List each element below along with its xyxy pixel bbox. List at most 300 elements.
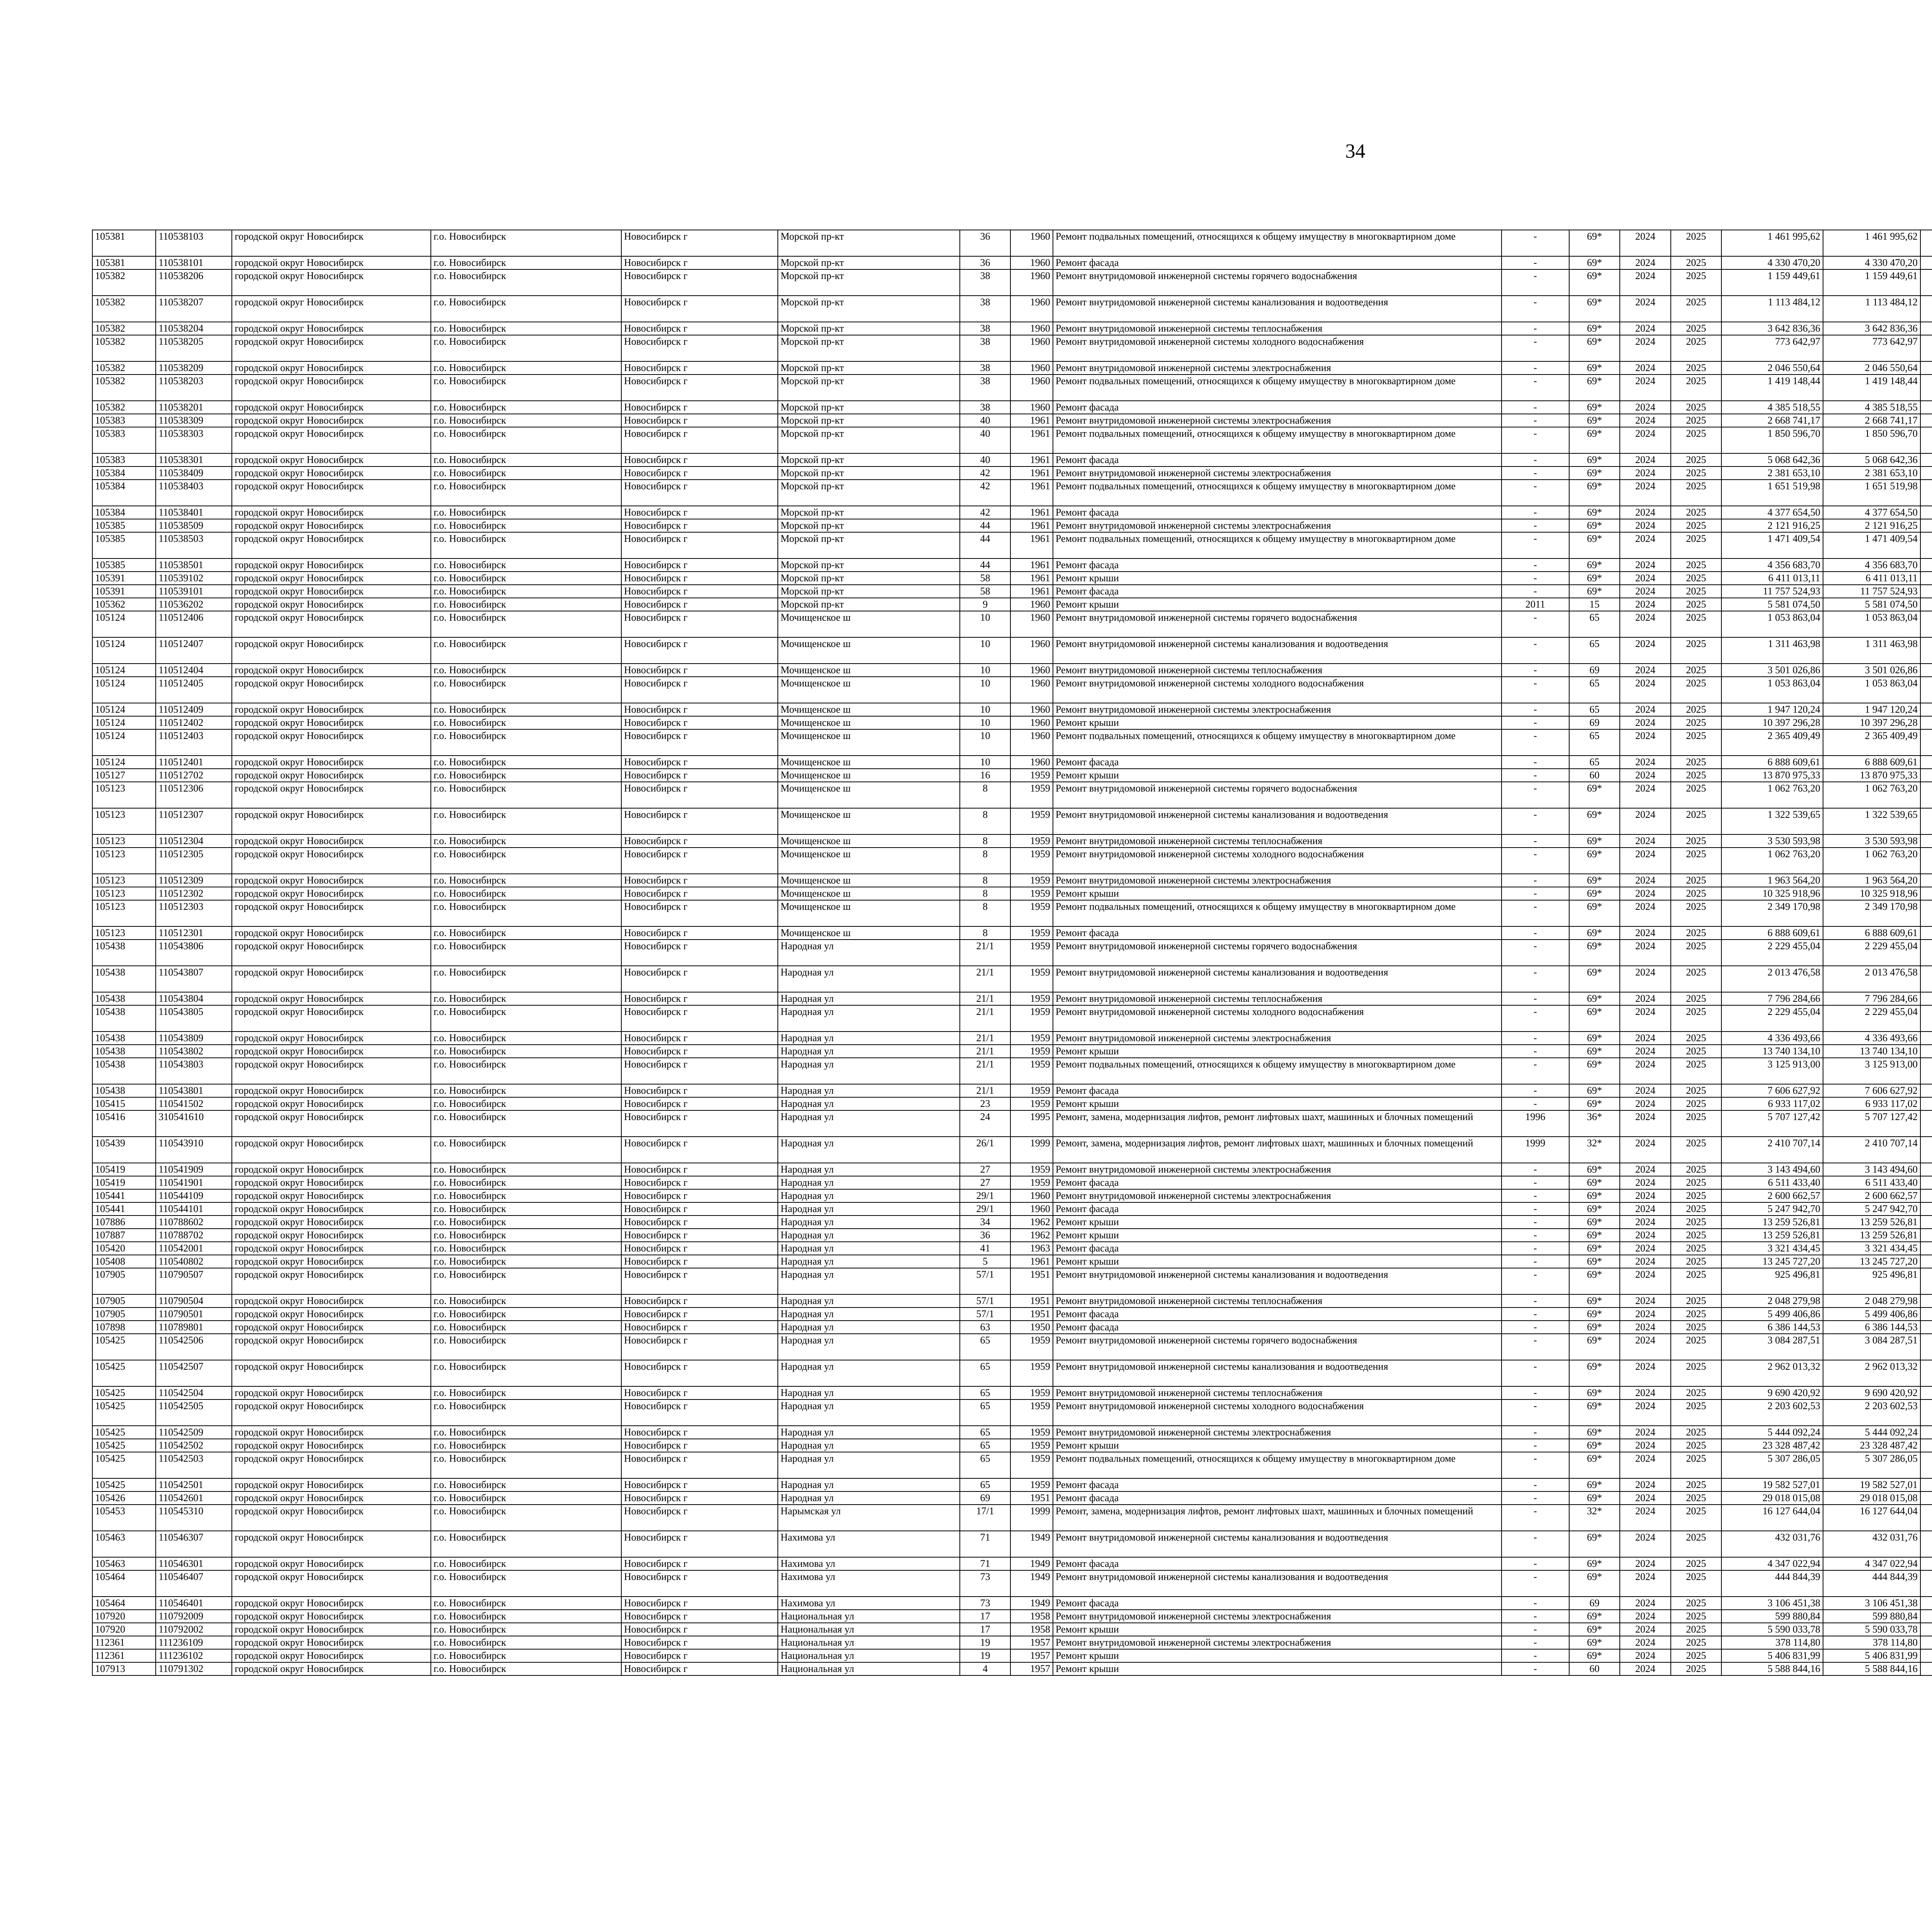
house-id-cell: 105419 <box>92 1176 156 1189</box>
house-number-cell: 21/1 <box>960 992 1010 1005</box>
municipality-cell: г.о. Новосибирск <box>431 361 621 375</box>
table-row <box>92 1491 1932 1505</box>
year-end-cell: 2025 <box>1671 572 1721 585</box>
fund-cost-cell: 13 259 526,81 <box>1823 1229 1920 1242</box>
work-type-cell: Ремонт внутридомовой инженерной системы теплоснабжения <box>1053 992 1502 1005</box>
table-row <box>92 453 1932 466</box>
budget-cell-1 <box>1920 966 1932 992</box>
year-start-cell: 2024 <box>1620 664 1670 677</box>
year-end-cell: 2025 <box>1671 1032 1721 1045</box>
table-row <box>92 598 1932 611</box>
table-row <box>92 900 1932 926</box>
total-cost-cell: 2 121 916,25 <box>1721 519 1823 532</box>
wear-cell: 69* <box>1569 1399 1620 1426</box>
wear-cell: 69* <box>1569 1216 1620 1229</box>
house-number-cell: 65 <box>960 1360 1010 1386</box>
house-number-cell: 65 <box>960 1334 1010 1360</box>
city-cell: Новосибирск г <box>621 230 778 256</box>
municipality-cell: г.о. Новосибирск <box>431 1110 621 1137</box>
table-row <box>92 887 1932 900</box>
house-number-cell: 8 <box>960 874 1010 887</box>
street-cell: Морской пр-кт <box>778 558 960 572</box>
house-id-cell: 105426 <box>92 1491 156 1505</box>
table-row <box>92 1137 1932 1163</box>
table-row <box>92 940 1932 966</box>
city-cell: Новосибирск г <box>621 532 778 558</box>
work-code-cell: 110542507 <box>156 1360 232 1386</box>
fund-cost-cell: 6 411 013,11 <box>1823 572 1920 585</box>
last-repair-year-cell: 1999 <box>1502 1137 1569 1163</box>
wear-cell: 69* <box>1569 322 1620 335</box>
fund-cost-cell: 9 690 420,92 <box>1823 1386 1920 1399</box>
work-code-cell: 110543804 <box>156 992 232 1005</box>
house-id-cell: 105383 <box>92 427 156 453</box>
build-year-cell: 1960 <box>1010 1189 1053 1202</box>
total-cost-cell: 1 963 564,20 <box>1721 874 1823 887</box>
fund-cost-cell: 16 127 644,04 <box>1823 1505 1920 1531</box>
work-code-cell: 110543809 <box>156 1032 232 1045</box>
okrug-cell: городской округ Новосибирск <box>232 1176 431 1189</box>
wear-cell: 69* <box>1569 1531 1620 1557</box>
wear-cell: 69 <box>1569 664 1620 677</box>
municipality-cell: г.о. Новосибирск <box>431 756 621 769</box>
budget-cell-1 <box>1920 1610 1932 1623</box>
work-type-cell: Ремонт фасада <box>1053 506 1502 519</box>
wear-cell: 15 <box>1569 598 1620 611</box>
okrug-cell: городской округ Новосибирск <box>232 427 431 453</box>
total-cost-cell: 3 642 836,36 <box>1721 322 1823 335</box>
house-id-cell: 105453 <box>92 1505 156 1531</box>
work-code-cell: 110512305 <box>156 848 232 874</box>
total-cost-cell: 4 377 654,50 <box>1721 506 1823 519</box>
city-cell: Новосибирск г <box>621 1058 778 1084</box>
fund-cost-cell: 11 757 524,93 <box>1823 585 1920 598</box>
work-code-cell: 111236102 <box>156 1649 232 1662</box>
year-end-cell: 2025 <box>1671 480 1721 506</box>
city-cell: Новосибирск г <box>621 1597 778 1610</box>
house-id-cell: 105425 <box>92 1399 156 1426</box>
house-id-cell: 105415 <box>92 1097 156 1110</box>
work-code-cell: 110536202 <box>156 598 232 611</box>
last-repair-year-cell: - <box>1502 1084 1569 1097</box>
municipality-cell: г.о. Новосибирск <box>431 1491 621 1505</box>
street-cell: Мочищенское ш <box>778 887 960 900</box>
budget-cell-1 <box>1920 1045 1932 1058</box>
municipality-cell: г.о. Новосибирск <box>431 900 621 926</box>
wear-cell: 60 <box>1569 769 1620 782</box>
total-cost-cell: 3 106 451,38 <box>1721 1597 1823 1610</box>
total-cost-cell: 2 229 455,04 <box>1721 1005 1823 1032</box>
total-cost-cell: 6 888 609,61 <box>1721 926 1823 940</box>
work-code-cell: 110542506 <box>156 1334 232 1360</box>
municipality-cell: г.о. Новосибирск <box>431 1386 621 1399</box>
budget-cell-1 <box>1920 1452 1932 1478</box>
municipality-cell: г.о. Новосибирск <box>431 716 621 729</box>
total-cost-cell: 5 444 092,24 <box>1721 1426 1823 1439</box>
municipality-cell: г.о. Новосибирск <box>431 887 621 900</box>
work-code-cell: 110545310 <box>156 1505 232 1531</box>
budget-cell-1 <box>1920 992 1932 1005</box>
house-number-cell: 10 <box>960 703 1010 716</box>
table-row <box>92 782 1932 808</box>
municipality-cell: г.о. Новосибирск <box>431 1570 621 1597</box>
fund-cost-cell: 4 330 470,20 <box>1823 256 1920 269</box>
work-type-cell: Ремонт подвальных помещений, относящихся к общему имуществу в многоквартирном доме <box>1053 230 1502 256</box>
house-id-cell: 105123 <box>92 887 156 900</box>
work-type-cell: Ремонт внутридомовой инженерной системы холодного водоснабжения <box>1053 1005 1502 1032</box>
year-start-cell: 2024 <box>1620 1491 1670 1505</box>
total-cost-cell: 4 336 493,66 <box>1721 1032 1823 1045</box>
work-type-cell: Ремонт фасада <box>1053 1308 1502 1321</box>
street-cell: Народная ул <box>778 1032 960 1045</box>
year-end-cell: 2025 <box>1671 1216 1721 1229</box>
wear-cell: 69* <box>1569 1491 1620 1505</box>
house-id-cell: 107913 <box>92 1662 156 1675</box>
table-row <box>92 375 1932 401</box>
work-code-cell: 110512409 <box>156 703 232 716</box>
okrug-cell: городской округ Новосибирск <box>232 466 431 480</box>
city-cell: Новосибирск г <box>621 756 778 769</box>
year-start-cell: 2024 <box>1620 1399 1670 1426</box>
street-cell: Нахимова ул <box>778 1597 960 1610</box>
budget-cell-1 <box>1920 1084 1932 1097</box>
budget-cell-1 <box>1920 1334 1932 1360</box>
house-number-cell: 10 <box>960 716 1010 729</box>
okrug-cell: городской округ Новосибирск <box>232 1636 431 1649</box>
total-cost-cell: 444 844,39 <box>1721 1570 1823 1597</box>
municipality-cell: г.о. Новосибирск <box>431 1610 621 1623</box>
municipality-cell: г.о. Новосибирск <box>431 1005 621 1032</box>
work-code-cell: 110538101 <box>156 256 232 269</box>
year-end-cell: 2025 <box>1671 1623 1721 1636</box>
table-row <box>92 1032 1932 1045</box>
work-type-cell: Ремонт фасада <box>1053 1321 1502 1334</box>
okrug-cell: городской округ Новосибирск <box>232 361 431 375</box>
table-row <box>92 716 1932 729</box>
fund-cost-cell: 6 888 609,61 <box>1823 926 1920 940</box>
year-start-cell: 2024 <box>1620 256 1670 269</box>
build-year-cell: 1960 <box>1010 269 1053 296</box>
last-repair-year-cell: - <box>1502 769 1569 782</box>
fund-cost-cell: 1 053 863,04 <box>1823 677 1920 703</box>
build-year-cell: 1959 <box>1010 966 1053 992</box>
okrug-cell: городской округ Новосибирск <box>232 1452 431 1478</box>
house-number-cell: 21/1 <box>960 1005 1010 1032</box>
city-cell: Новосибирск г <box>621 256 778 269</box>
year-end-cell: 2025 <box>1671 716 1721 729</box>
okrug-cell: городской округ Новосибирск <box>232 598 431 611</box>
build-year-cell: 1959 <box>1010 900 1053 926</box>
build-year-cell: 1949 <box>1010 1597 1053 1610</box>
wear-cell: 32* <box>1569 1505 1620 1531</box>
work-code-cell: 110538204 <box>156 322 232 335</box>
work-code-cell: 110543806 <box>156 940 232 966</box>
table-row <box>92 1242 1932 1255</box>
budget-cell-1 <box>1920 1110 1932 1137</box>
city-cell: Новосибирск г <box>621 1649 778 1662</box>
work-type-cell: Ремонт крыши <box>1053 1662 1502 1675</box>
build-year-cell: 1959 <box>1010 1084 1053 1097</box>
total-cost-cell: 5 590 033,78 <box>1721 1623 1823 1636</box>
table-row <box>92 1570 1932 1597</box>
build-year-cell: 1959 <box>1010 1478 1053 1491</box>
total-cost-cell: 2 013 476,58 <box>1721 966 1823 992</box>
okrug-cell: городской округ Новосибирск <box>232 585 431 598</box>
street-cell: Морской пр-кт <box>778 361 960 375</box>
work-type-cell: Ремонт внутридомовой инженерной системы электроснабжения <box>1053 1032 1502 1045</box>
table-row <box>92 1505 1932 1531</box>
year-start-cell: 2024 <box>1620 887 1670 900</box>
last-repair-year-cell: - <box>1502 335 1569 361</box>
year-end-cell: 2025 <box>1671 1084 1721 1097</box>
municipality-cell: г.о. Новосибирск <box>431 1360 621 1386</box>
table-row <box>92 1360 1932 1386</box>
work-type-cell: Ремонт внутридомовой инженерной системы горячего водоснабжения <box>1053 269 1502 296</box>
total-cost-cell: 432 031,76 <box>1721 1531 1823 1557</box>
municipality-cell: г.о. Новосибирск <box>431 532 621 558</box>
house-id-cell: 105362 <box>92 598 156 611</box>
total-cost-cell: 5 247 942,70 <box>1721 1202 1823 1216</box>
build-year-cell: 1960 <box>1010 296 1053 322</box>
street-cell: Морской пр-кт <box>778 296 960 322</box>
work-type-cell: Ремонт фасада <box>1053 1084 1502 1097</box>
last-repair-year-cell: - <box>1502 1610 1569 1623</box>
house-id-cell: 105124 <box>92 611 156 637</box>
table-body <box>92 230 1932 1675</box>
build-year-cell: 1961 <box>1010 558 1053 572</box>
fund-cost-cell: 1 963 564,20 <box>1823 874 1920 887</box>
house-id-cell: 105385 <box>92 532 156 558</box>
house-id-cell: 105124 <box>92 664 156 677</box>
year-end-cell: 2025 <box>1671 1399 1721 1426</box>
total-cost-cell: 2 668 741,17 <box>1721 414 1823 427</box>
work-type-cell: Ремонт фасада <box>1053 401 1502 414</box>
city-cell: Новосибирск г <box>621 414 778 427</box>
street-cell: Народная ул <box>778 1452 960 1478</box>
municipality-cell: г.о. Новосибирск <box>431 1202 621 1216</box>
wear-cell: 69* <box>1569 926 1620 940</box>
budget-cell-1 <box>1920 756 1932 769</box>
build-year-cell: 1949 <box>1010 1531 1053 1557</box>
work-type-cell: Ремонт внутридомовой инженерной системы холодного водоснабжения <box>1053 1399 1502 1426</box>
total-cost-cell: 1 062 763,20 <box>1721 782 1823 808</box>
house-id-cell: 105464 <box>92 1570 156 1597</box>
total-cost-cell: 10 397 296,28 <box>1721 716 1823 729</box>
last-repair-year-cell: - <box>1502 1321 1569 1334</box>
work-code-cell: 110788702 <box>156 1229 232 1242</box>
okrug-cell: городской округ Новосибирск <box>232 1137 431 1163</box>
municipality-cell: г.о. Новосибирск <box>431 1255 621 1268</box>
municipality-cell: г.о. Новосибирск <box>431 1452 621 1478</box>
table-row <box>92 756 1932 769</box>
fund-cost-cell: 3 321 434,45 <box>1823 1242 1920 1255</box>
municipality-cell: г.о. Новосибирск <box>431 1478 621 1491</box>
house-number-cell: 38 <box>960 401 1010 414</box>
last-repair-year-cell: - <box>1502 1439 1569 1452</box>
year-start-cell: 2024 <box>1620 558 1670 572</box>
year-end-cell: 2025 <box>1671 558 1721 572</box>
house-id-cell: 105439 <box>92 1137 156 1163</box>
house-number-cell: 8 <box>960 887 1010 900</box>
budget-cell-1 <box>1920 1478 1932 1491</box>
wear-cell: 69* <box>1569 1255 1620 1268</box>
city-cell: Новосибирск г <box>621 966 778 992</box>
fund-cost-cell: 1 311 463,98 <box>1823 637 1920 664</box>
year-end-cell: 2025 <box>1671 532 1721 558</box>
work-type-cell: Ремонт внутридомовой инженерной системы канализования и водоотведения <box>1053 1268 1502 1294</box>
work-type-cell: Ремонт крыши <box>1053 572 1502 585</box>
build-year-cell: 1959 <box>1010 1399 1053 1426</box>
okrug-cell: городской округ Новосибирск <box>232 1202 431 1216</box>
build-year-cell: 1960 <box>1010 611 1053 637</box>
street-cell: Мочищенское ш <box>778 900 960 926</box>
work-code-cell: 110512309 <box>156 874 232 887</box>
table-row <box>92 637 1932 664</box>
table-row <box>92 230 1932 256</box>
last-repair-year-cell: - <box>1502 966 1569 992</box>
table-row <box>92 532 1932 558</box>
build-year-cell: 1949 <box>1010 1570 1053 1597</box>
fund-cost-cell: 5 068 642,36 <box>1823 453 1920 466</box>
house-id-cell: 105382 <box>92 375 156 401</box>
street-cell: Народная ул <box>778 1137 960 1163</box>
last-repair-year-cell: - <box>1502 1570 1569 1597</box>
street-cell: Народная ул <box>778 1426 960 1439</box>
wear-cell: 69* <box>1569 1176 1620 1189</box>
build-year-cell: 1960 <box>1010 375 1053 401</box>
house-id-cell: 112361 <box>92 1636 156 1649</box>
last-repair-year-cell: 2011 <box>1502 598 1569 611</box>
table-row <box>92 1439 1932 1452</box>
budget-cell-1 <box>1920 1557 1932 1570</box>
work-type-cell: Ремонт фасада <box>1053 585 1502 598</box>
wear-cell: 69* <box>1569 532 1620 558</box>
total-cost-cell: 1 850 596,70 <box>1721 427 1823 453</box>
build-year-cell: 1999 <box>1010 1505 1053 1531</box>
table-row <box>92 1386 1932 1399</box>
year-start-cell: 2024 <box>1620 637 1670 664</box>
build-year-cell: 1960 <box>1010 401 1053 414</box>
municipality-cell: г.о. Новосибирск <box>431 1268 621 1294</box>
city-cell: Новосибирск г <box>621 1610 778 1623</box>
year-end-cell: 2025 <box>1671 519 1721 532</box>
house-id-cell: 105124 <box>92 637 156 664</box>
wear-cell: 69* <box>1569 1557 1620 1570</box>
work-type-cell: Ремонт внутридомовой инженерной системы теплоснабжения <box>1053 1386 1502 1399</box>
street-cell: Народная ул <box>778 1399 960 1426</box>
budget-cell-1 <box>1920 1570 1932 1597</box>
budget-cell-1 <box>1920 480 1932 506</box>
house-number-cell: 38 <box>960 375 1010 401</box>
last-repair-year-cell: - <box>1502 1491 1569 1505</box>
street-cell: Мочищенское ш <box>778 637 960 664</box>
budget-cell-1 <box>1920 361 1932 375</box>
okrug-cell: городской округ Новосибирск <box>232 453 431 466</box>
year-start-cell: 2024 <box>1620 756 1670 769</box>
house-number-cell: 40 <box>960 453 1010 466</box>
build-year-cell: 1959 <box>1010 834 1053 848</box>
table-row <box>92 1189 1932 1202</box>
year-start-cell: 2024 <box>1620 453 1670 466</box>
wear-cell: 69* <box>1569 558 1620 572</box>
fund-cost-cell: 3 106 451,38 <box>1823 1597 1920 1610</box>
total-cost-cell: 6 386 144,53 <box>1721 1321 1823 1334</box>
work-code-cell: 110543805 <box>156 1005 232 1032</box>
fund-cost-cell: 5 307 286,05 <box>1823 1452 1920 1478</box>
okrug-cell: городской округ Новосибирск <box>232 269 431 296</box>
total-cost-cell: 4 330 470,20 <box>1721 256 1823 269</box>
house-id-cell: 105382 <box>92 335 156 361</box>
city-cell: Новосибирск г <box>621 1491 778 1505</box>
last-repair-year-cell: - <box>1502 230 1569 256</box>
work-code-cell: 110538205 <box>156 335 232 361</box>
work-code-cell: 110542504 <box>156 1386 232 1399</box>
fund-cost-cell: 13 245 727,20 <box>1823 1255 1920 1268</box>
last-repair-year-cell: - <box>1502 1334 1569 1360</box>
budget-cell-1 <box>1920 269 1932 296</box>
municipality-cell: г.о. Новосибирск <box>431 401 621 414</box>
year-start-cell: 2024 <box>1620 1058 1670 1084</box>
work-type-cell: Ремонт крыши <box>1053 716 1502 729</box>
work-type-cell: Ремонт подвальных помещений, относящихся к общему имуществу в многоквартирном доме <box>1053 375 1502 401</box>
budget-cell-1 <box>1920 677 1932 703</box>
house-id-cell: 105438 <box>92 1032 156 1045</box>
okrug-cell: городской округ Новосибирск <box>232 611 431 637</box>
build-year-cell: 1960 <box>1010 716 1053 729</box>
year-start-cell: 2024 <box>1620 808 1670 834</box>
house-number-cell: 65 <box>960 1439 1010 1452</box>
last-repair-year-cell: - <box>1502 1097 1569 1110</box>
street-cell: Народная ул <box>778 1189 960 1202</box>
work-code-cell: 110541502 <box>156 1097 232 1110</box>
build-year-cell: 1960 <box>1010 756 1053 769</box>
street-cell: Народная ул <box>778 1294 960 1308</box>
build-year-cell: 1958 <box>1010 1610 1053 1623</box>
total-cost-cell: 6 511 433,40 <box>1721 1176 1823 1189</box>
wear-cell: 69* <box>1569 1268 1620 1294</box>
year-start-cell: 2024 <box>1620 1097 1670 1110</box>
table-row <box>92 1058 1932 1084</box>
table-row <box>92 1557 1932 1570</box>
work-code-cell: 110512405 <box>156 677 232 703</box>
municipality-cell: г.о. Новосибирск <box>431 296 621 322</box>
fund-cost-cell: 1 062 763,20 <box>1823 782 1920 808</box>
wear-cell: 69* <box>1569 1058 1620 1084</box>
build-year-cell: 1951 <box>1010 1268 1053 1294</box>
build-year-cell: 1961 <box>1010 506 1053 519</box>
street-cell: Мочищенское ш <box>778 756 960 769</box>
year-start-cell: 2024 <box>1620 572 1670 585</box>
fund-cost-cell: 2 365 409,49 <box>1823 729 1920 756</box>
total-cost-cell: 1 419 148,44 <box>1721 375 1823 401</box>
work-code-cell: 110538103 <box>156 230 232 256</box>
okrug-cell: городской округ Новосибирск <box>232 1216 431 1229</box>
build-year-cell: 1961 <box>1010 453 1053 466</box>
budget-cell-1 <box>1920 375 1932 401</box>
work-code-cell: 110512401 <box>156 756 232 769</box>
year-end-cell: 2025 <box>1671 1478 1721 1491</box>
house-id-cell: 105382 <box>92 361 156 375</box>
street-cell: Мочищенское ш <box>778 677 960 703</box>
work-type-cell: Ремонт внутридомовой инженерной системы канализования и водоотведения <box>1053 966 1502 992</box>
table-row <box>92 874 1932 887</box>
house-number-cell: 34 <box>960 1216 1010 1229</box>
year-end-cell: 2025 <box>1671 335 1721 361</box>
fund-cost-cell: 3 501 026,86 <box>1823 664 1920 677</box>
total-cost-cell: 2 381 653,10 <box>1721 466 1823 480</box>
fund-cost-cell: 10 325 918,96 <box>1823 887 1920 900</box>
municipality-cell: г.о. Новосибирск <box>431 611 621 637</box>
